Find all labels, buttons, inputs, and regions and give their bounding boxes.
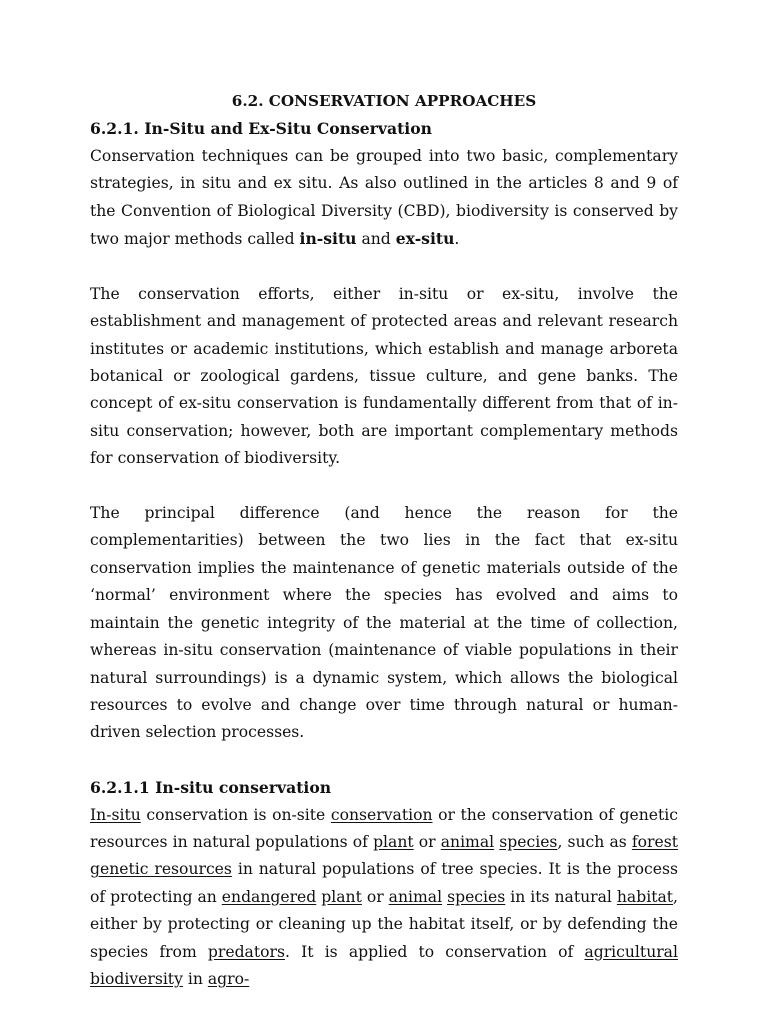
link-predators[interactable]: predators [207,942,285,961]
subsection-heading: 6.2.1. In-Situ and Ex-Situ Conservation [90,119,432,139]
paragraph-4-text: in [182,969,208,988]
link-species[interactable]: species [499,832,558,851]
paragraph-gap [90,747,678,774]
paragraph-1-and: and [356,230,396,249]
paragraph-4-text: in natural populations of tree species. It is the process of protecting an [90,860,678,906]
paragraph-4-text: or [361,887,389,906]
link-plant[interactable]: plant [321,887,362,906]
paragraph-4-text: , such as [557,832,632,851]
link-conservation[interactable]: conservation [330,805,433,824]
paragraph-2: The conservation efforts, either in-situ or ex-situ, involve the establishment and management of protected areas and relevant research institutes or academic institutions, which establish and manage arboreta botanical or zoological gardens, tissue culture, and gene banks. The concept of ex-situ conservation is fundamentally different from that of in-situ conservation; however, both are important complementary methods for conservation of biodiversity. [90,284,678,468]
paragraph-3: The principal difference (and hence the reason for the complementarities) between the two lies in the fact that ex-situ conservation implies the maintenance of genetic materials outside of the ‘normal’ environment where the species has evolved and aims to maintain the genetic integrity of the material at the time of collection, whereas in-situ conservation (maintenance of viable populations in their natural surroundings) is a dynamic system, which allows the biological resources to evolve and change over time through natural or human-driven selection processes. [90,504,678,742]
paragraph-4-text: conservation is on-site [140,805,331,824]
link-agricultural-biodiversity[interactable]: agricultural biodiversity [90,942,678,988]
link-endangered[interactable]: endangered [221,887,317,906]
link-agro[interactable]: agro- [207,969,250,988]
paragraph-gap [90,253,678,280]
paragraph-4-text: . It is applied to conservation of [284,942,585,961]
link-animal[interactable]: animal [388,887,443,906]
paragraph-gap [90,473,678,500]
link-animal[interactable]: animal [440,832,495,851]
paragraph-1-period: . [454,230,460,249]
term-ex-situ: ex-situ [395,229,455,249]
document-page [90,88,678,993]
term-in-situ: in-situ [299,229,357,249]
paragraph-4-text: or [413,832,441,851]
link-species[interactable]: species [447,887,506,906]
paragraph-1 [90,143,678,254]
paragraph-4-text: , either by protecting or cleaning up the habitat itself, or by defending the species from [90,887,678,961]
paragraph-4 [90,802,678,994]
subsubsection-heading: 6.2.1.1 In-situ conservation [90,778,332,798]
link-in-situ[interactable]: In-situ [90,805,141,824]
link-forest-genetic-resources[interactable]: forest genetic resources [90,832,678,879]
link-plant[interactable]: plant [373,832,414,851]
link-habitat[interactable]: habitat [616,887,674,906]
paragraph-4-text: in its natural [505,887,617,906]
paragraph-4-text: or the conservation of genetic resources in natural populations of [90,805,678,851]
paragraph-1-text: Conservation techniques can be grouped into two basic, complementary strategies, in situ and ex situ. As also outlined in the articles 8 and 9 of the Convention of Biological Diversity (CBD), biodiversity is conserved by two major methods called [90,146,678,249]
section-title: 6.2. CONSERVATION APPROACHES [231,92,537,110]
